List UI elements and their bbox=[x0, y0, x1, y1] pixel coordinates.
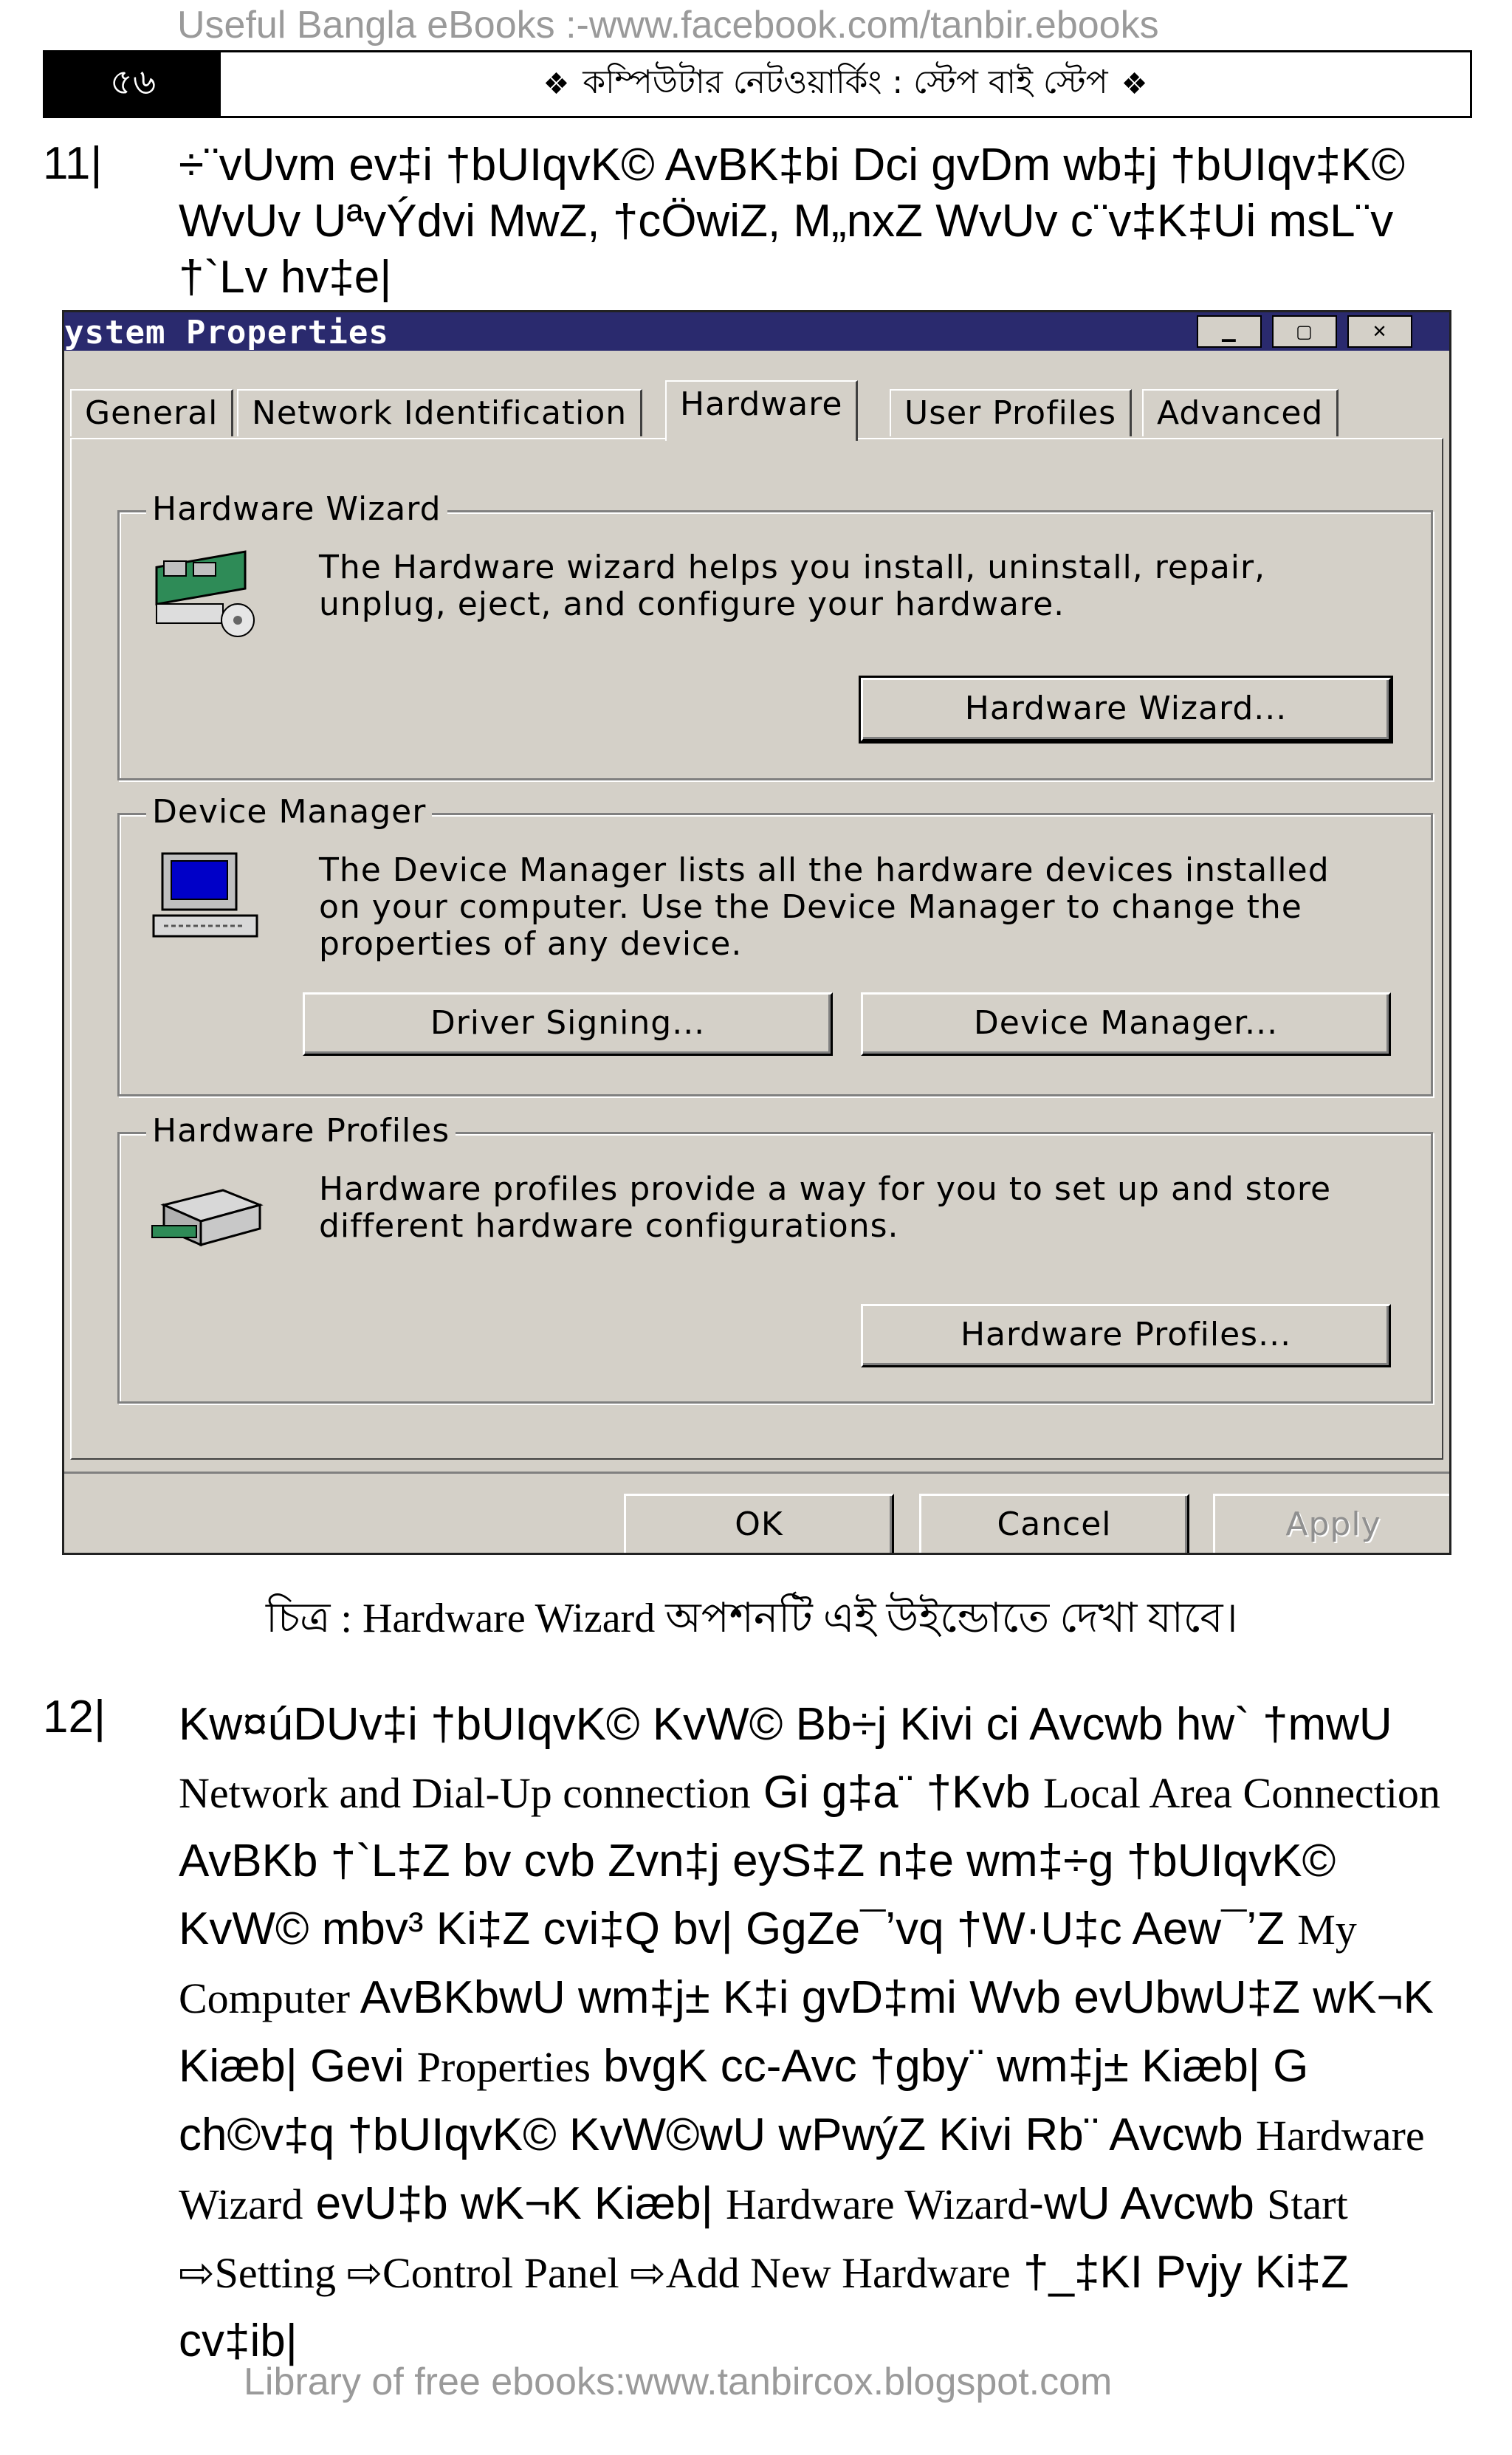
ok-button[interactable]: OK bbox=[624, 1494, 894, 1555]
text-run: Hardware Wizard bbox=[726, 2180, 1029, 2228]
text-run: My Computer bbox=[179, 1906, 1357, 2022]
diamond-icon: ❖ bbox=[1121, 67, 1148, 101]
minimize-button[interactable]: ▁ bbox=[1197, 315, 1262, 348]
group-title: Device Manager bbox=[146, 793, 432, 831]
text-run: Local Area Connection bbox=[1043, 1769, 1440, 1817]
figure-caption: চিত্র : Hardware Wizard অপশনটি এই উইন্ডোতে দেখা যাবে। bbox=[266, 1596, 1238, 1641]
text-run: Properties bbox=[416, 2043, 591, 2091]
tab-general[interactable]: General bbox=[70, 389, 233, 436]
dialog-title: ystem Properties bbox=[64, 314, 389, 351]
device-manager-button[interactable]: Device Manager... bbox=[861, 992, 1391, 1056]
header-title-wrap bbox=[221, 52, 1470, 116]
step-number: 12| bbox=[43, 1692, 106, 1742]
group-description: Hardware profiles provide a way for you to set up and store different hardware configurations. bbox=[319, 1170, 1332, 1245]
hardware-profiles-icon bbox=[149, 1168, 267, 1264]
hardware-wizard-group bbox=[117, 490, 1433, 780]
computer-icon bbox=[149, 849, 267, 945]
hardware-wizard-icon bbox=[149, 546, 267, 642]
device-manager-group bbox=[117, 793, 1433, 1096]
text-run: †_‡KI Pvjy Ki‡Z cv‡ib| bbox=[179, 2247, 1350, 2366]
maximize-button[interactable]: ▢ bbox=[1272, 315, 1337, 348]
tab-user-profiles[interactable]: User Profiles bbox=[890, 389, 1132, 436]
step-number: 11| bbox=[43, 138, 103, 189]
page-number: ৫৬ bbox=[45, 52, 221, 116]
hardware-wizard-button[interactable]: Hardware Wizard... bbox=[861, 678, 1391, 741]
page-header bbox=[43, 50, 1472, 118]
text-run: Kw¤úDUv‡i †bUIqvK© KvW© Bb÷j Kivi ci Avcwb hw` †mwU bbox=[179, 1699, 1392, 1750]
footer-divider bbox=[64, 1472, 1449, 1474]
text-run: Gi g‡a¨ †Kvb bbox=[750, 1767, 1044, 1818]
cancel-button[interactable]: Cancel bbox=[919, 1494, 1189, 1555]
text-run: Start ⇨Setting ⇨Control Panel ⇨Add New Hardware bbox=[179, 2180, 1348, 2297]
group-title: Hardware Profiles bbox=[146, 1112, 456, 1150]
close-button[interactable]: ✕ bbox=[1347, 315, 1412, 348]
diamond-icon: ❖ bbox=[543, 67, 570, 101]
text-run: evU‡b wK¬K Kiæb| bbox=[303, 2178, 726, 2229]
text-run: AvBKbwU wm‡j± K‡i gvD‡mi Wvb evUbwU‡Z wK¬K Kiæb| Gevi bbox=[179, 1972, 1434, 2092]
watermark-top: Useful Bangla eBooks :-www.facebook.com/tanbir.ebooks bbox=[177, 4, 1159, 47]
tab-network-identification[interactable]: Network Identification bbox=[237, 389, 642, 436]
tab-hardware[interactable]: Hardware bbox=[665, 380, 858, 441]
text-run: bvgK cc-Avc †gby¨ wm‡j± Kiæb| G ch©v‡q †bUIqvK© KvW©wU wPwýZ Kivi Rb¨ Avcwb bbox=[179, 2041, 1309, 2160]
group-description: The Hardware wizard helps you install, uninstall, repair, unplug, eject, and configure your hardware. bbox=[319, 549, 1266, 623]
titlebar-buttons bbox=[1197, 315, 1412, 348]
text-run: AvBKb †`L‡Z bv cvb Zvn‡j eyS‡Z n‡e wm‡÷g †bUIqvK© KvW© mbv³ Ki‡Z cvi‡Q bv| GgZe¯’vq †W·U‡c Aew¯’Z bbox=[179, 1836, 1336, 1954]
watermark-bottom: Library of free ebooks:www.tanbircox.blogspot.com bbox=[244, 2360, 1113, 2403]
text-run: Network and Dial-Up connection bbox=[179, 1769, 751, 1817]
text-run: Hardware Wizard bbox=[179, 2112, 1425, 2228]
tab-advanced[interactable]: Advanced bbox=[1142, 389, 1339, 436]
dialog-titlebar bbox=[64, 312, 1449, 351]
group-title: Hardware Wizard bbox=[146, 490, 447, 528]
apply-button[interactable]: Apply bbox=[1213, 1494, 1451, 1555]
step-text bbox=[179, 1691, 1463, 2375]
group-description: The Device Manager lists all the hardware devices installed on your computer. Use the Device Manager to change the properties of any device. bbox=[319, 851, 1330, 963]
hardware-profiles-group bbox=[117, 1112, 1433, 1404]
driver-signing-button[interactable]: Driver Signing... bbox=[303, 992, 833, 1056]
system-properties-dialog bbox=[62, 310, 1451, 1555]
hardware-profiles-button[interactable]: Hardware Profiles... bbox=[861, 1304, 1391, 1367]
text-run: -wU Avcwb bbox=[1028, 2178, 1268, 2229]
book-title: কম্পিউটার নেটওয়ার্কিং : স্টেপ বাই স্টেপ bbox=[583, 63, 1108, 101]
step-text: ÷¨vUvm ev‡i †bUIqvK© AvBK‡bi Dci gvDm wb‡j †bUIqv‡K© WvUv UªvÝdvi MwZ, †cÖwiZ, M„nxZ WvUv c¨v‡K‡Ui msL¨v †`Lv hv‡e| bbox=[179, 140, 1406, 303]
